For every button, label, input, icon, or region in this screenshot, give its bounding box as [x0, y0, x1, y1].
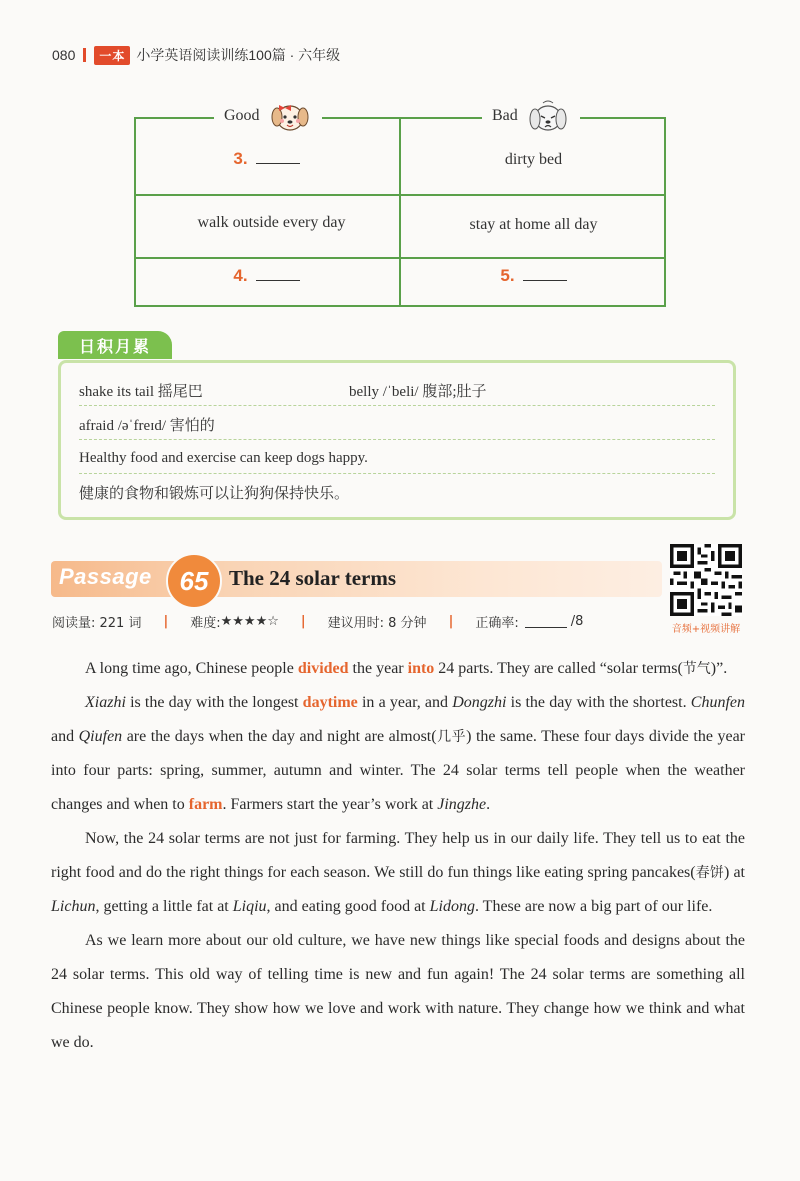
text-run: . — [486, 796, 491, 813]
happy-dog-icon — [268, 99, 312, 133]
keyword-divided: divided — [297, 660, 349, 677]
meta-separator: | — [300, 613, 306, 629]
sad-dog-icon — [526, 99, 570, 133]
vocab-row-1-right: belly /ˈbeli/ 腹部;肚子 — [349, 383, 487, 400]
passage-banner — [51, 561, 662, 597]
header-divider — [83, 48, 86, 62]
text-run: A long time ago, Chinese people — [85, 660, 298, 677]
accuracy-total: /8 — [570, 613, 584, 629]
suggested-time: 建议用时: 8 分钟 — [327, 615, 427, 631]
table-bottom-border — [134, 305, 666, 307]
good-header — [214, 99, 322, 133]
text-run: are the days when the day and night are almost( — [122, 728, 437, 745]
accuracy-label: 正确率: — [475, 615, 519, 631]
vocab-row-3 — [79, 443, 715, 474]
cell-bad-3 — [401, 266, 666, 286]
vocab-row-1-left: shake its tail 摇尾巴 — [79, 383, 203, 400]
answer-blank-4[interactable] — [256, 266, 300, 281]
term-liqiu: Liqiu — [232, 898, 267, 915]
keyword-into: into — [407, 660, 435, 677]
word-count: 阅读量: 221 词 — [52, 615, 142, 631]
text-run: , getting a little fat at — [95, 898, 233, 915]
cell-good-3 — [134, 266, 399, 286]
text-run: . Farmers start the year’s work at — [222, 796, 438, 813]
chinese-gloss: 几乎 — [436, 729, 467, 745]
chinese-gloss: 春饼 — [695, 865, 724, 881]
cell-bad-2 — [401, 216, 666, 234]
text-run: Now, the 24 solar terms are not just for farming. They help us in our daily life. They tell us to eat the right food and do the right things for each season. We still do fun things like eating spring pancakes( — [51, 830, 745, 881]
passage-body — [51, 652, 745, 1060]
paragraph-4: As we learn more about our old culture, we have new things like special foods and designs about the 24 solar terms. This old way of telling time is new and fun again! The 24 solar terms are something all Chinese people know. They show how we love and work with nature. They change how we think and what we do. — [51, 932, 745, 1051]
vocab-row-1 — [79, 375, 715, 406]
cell-good-1 — [134, 149, 399, 169]
answer-blank-5[interactable] — [523, 266, 567, 281]
paragraph-3 — [51, 822, 745, 924]
blank-number-5: 5. — [500, 266, 515, 285]
table-row-divider-2 — [134, 257, 666, 259]
term-lichun: Lichun — [51, 898, 96, 915]
vocab-row-4 — [79, 477, 715, 507]
vocab-row-3-left: Healthy food and exercise can keep dogs happy. — [79, 449, 368, 466]
text-run: and — [51, 728, 79, 745]
keyword-farm: farm — [188, 796, 223, 813]
table-row-divider-1 — [134, 194, 666, 196]
qr-caption: 音频+视频讲解 — [671, 624, 741, 635]
text-run: is the day with the longest — [125, 694, 303, 711]
cell-good-2 — [134, 214, 409, 232]
answer-blank-3[interactable] — [256, 149, 300, 164]
text-run: ) at — [724, 864, 746, 881]
text-run: , and eating good food at — [266, 898, 430, 915]
text-run: is the day with the shortest. — [506, 694, 691, 711]
text-run: )”. — [710, 660, 728, 677]
paragraph-2 — [51, 686, 745, 822]
difficulty-stars: ★★★★☆ — [220, 613, 279, 629]
vocab-row-2 — [79, 409, 715, 440]
passage-title: The 24 solar terms — [229, 566, 397, 590]
text-run: the year — [348, 660, 408, 677]
page-number: 080 — [52, 47, 76, 63]
qr-code-icon[interactable] — [670, 544, 742, 616]
bad-text-2: stay at home all day — [469, 216, 598, 233]
book-title: 小学英语阅读训练100篇 · 六年级 — [136, 47, 341, 63]
term-jingzhe: Jingzhe — [437, 796, 487, 813]
term-xiazhi: Xiazhi — [85, 694, 126, 711]
passage-meta — [52, 612, 583, 630]
accuracy-blank[interactable] — [525, 615, 567, 628]
term-chunfen: Chunfen — [690, 694, 746, 711]
keyword-daytime: daytime — [302, 694, 358, 711]
vocab-tab: 日积月累 — [58, 331, 172, 359]
text-run: . These are now a big part of our life. — [474, 898, 713, 915]
good-text-2: walk outside every day — [197, 214, 346, 231]
term-dongzhi: Dongzhi — [452, 694, 507, 711]
text-run: in a year, and — [357, 694, 453, 711]
text-run: 24 parts. They are called “solar terms( — [434, 660, 683, 677]
chinese-gloss: 节气 — [682, 661, 711, 677]
vocab-row-4-left: 健康的食物和锻炼可以让狗狗保持快乐。 — [79, 483, 350, 502]
good-bad-table — [134, 107, 666, 307]
bad-text-1: dirty bed — [504, 151, 563, 168]
text-run: ) the same. These four days divide the year into four parts: spring, summer, autumn and winter. The 24 solar terms tell people when the weather changes and when to — [51, 728, 746, 813]
passage-number: 65 — [179, 565, 209, 596]
meta-separator: | — [163, 613, 169, 629]
bad-header-label: Bad — [492, 107, 518, 124]
blank-number-4: 4. — [233, 266, 248, 285]
paragraph-1 — [51, 652, 745, 686]
term-qiufen: Qiufen — [78, 728, 123, 745]
brand-logo: 一本 — [94, 46, 130, 65]
good-header-label: Good — [224, 107, 260, 124]
cell-bad-1 — [401, 151, 666, 169]
vocab-box — [58, 360, 736, 520]
bad-header — [482, 99, 580, 133]
meta-separator: | — [448, 613, 454, 629]
passage-label: Passage — [59, 564, 152, 589]
difficulty-label: 难度: — [190, 615, 221, 631]
passage-number-badge — [166, 553, 222, 609]
page-header — [52, 44, 340, 66]
term-lidong: Lidong — [429, 898, 475, 915]
vocab-row-2-left: afraid /əˈfreɪd/ 害怕的 — [79, 417, 215, 434]
blank-number-3: 3. — [233, 149, 248, 168]
